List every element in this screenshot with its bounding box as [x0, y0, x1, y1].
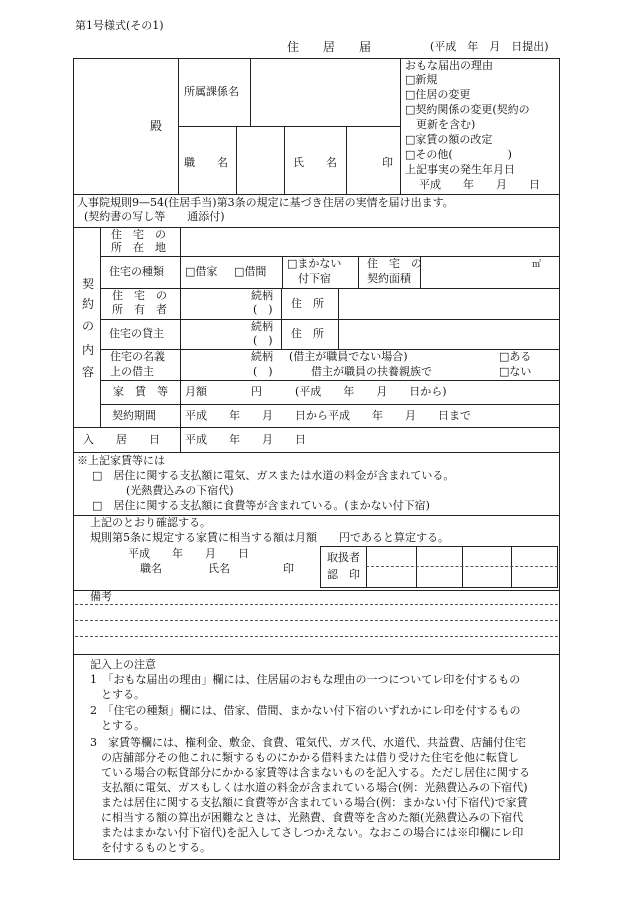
lender-address-label: 住 所 [291, 327, 324, 340]
remarks-input[interactable] [75, 605, 558, 653]
confirm-post: 職名 [140, 562, 162, 575]
owner-name-input[interactable] [182, 290, 248, 317]
occurrence-label: 上記事実の発生年月日 [405, 163, 515, 176]
post-input[interactable] [238, 130, 282, 190]
type-label: 住宅の種類 [109, 265, 164, 278]
lender-name-input[interactable] [182, 321, 248, 347]
owner-address-label: 住 所 [291, 297, 324, 310]
owner-label-2: 所 有 者 [112, 303, 167, 316]
seal-mark: 印 [382, 156, 393, 169]
dept-label: 所属課係名 [184, 85, 239, 98]
post-label: 職 名 [184, 156, 228, 169]
type-boarding-label: 付下宿 [298, 272, 331, 285]
addressee-suffix: 殿 [150, 119, 163, 133]
lender-label: 住宅の貸主 [109, 327, 164, 340]
rent-note-heading: ※上記家賃等には [77, 454, 165, 467]
confirm-line2: 規則第5条に規定する家賃に相当する額は月額 円であると算定する。 [90, 531, 449, 544]
note-line: またはまかない付下宿代)を記入してさしつかえない。なおこの場合には※印欄にレ印 [90, 826, 524, 839]
reason-new-checkbox[interactable]: □新規 [405, 73, 438, 86]
location-label-2: 所 在 地 [111, 241, 166, 254]
type-rent-checkbox[interactable]: □借家 [185, 265, 218, 278]
area-label-2: 契約面積 [367, 272, 411, 285]
reason-other-checkbox[interactable]: □その他( ) [405, 148, 512, 161]
note-line: に相当する額の算出が困難なときは、光熱費、食費等を含めた額(光熱費込みの下宿代 [90, 811, 524, 824]
reason-move-checkbox[interactable]: □住居の変更 [405, 88, 471, 101]
owner-label-1: 住 宅 の [112, 289, 167, 302]
owner-relation-label: 続柄 [251, 289, 273, 302]
form-number: 第1号様式(その1) [75, 19, 164, 32]
handler-stamp-2[interactable] [418, 548, 460, 586]
remarks-label: 備考 [90, 590, 112, 603]
move-in-date[interactable]: 平成 年 月 日 [185, 433, 306, 446]
nominal-label-1: 住宅の名義 [110, 350, 165, 363]
form-title: 住 居 届 [287, 40, 372, 54]
move-in-label: 入 居 日 [83, 433, 160, 446]
note-line: の店舗部分その他これに類するものにかかる借料または借り受けた住宅を他に転貸し [90, 751, 519, 764]
handler-label-2: 認 印 [327, 568, 360, 581]
handler-stamp-3[interactable] [464, 548, 509, 586]
nominal-relation-label: 続柄 [251, 350, 273, 363]
note-line: ている場合の転貸部分にかかる家賃等は含まないものを記入する。ただし居住に関する [90, 766, 530, 779]
name-label: 氏 名 [293, 156, 337, 169]
owner-relation-input[interactable]: ( ) [253, 303, 273, 316]
period-value[interactable]: 平成 年 月 日から平成 年 月 日まで [185, 409, 471, 422]
note-line: 3 家賃等欄には、権利金、敷金、食費、電気代、ガス代、水道代、共益費、店舗付住宅 [90, 736, 526, 749]
nominal-yes-checkbox[interactable]: □ある [499, 350, 532, 363]
note-line: または居住に関する支払額に食費等が含まれている場合(例：まかない付下宿代)で家賃 [90, 796, 528, 809]
nominal-note-2: 借主が職員の扶養親族で [311, 365, 432, 378]
nominal-relation-input[interactable]: ( ) [253, 365, 273, 378]
handler-stamp-4[interactable] [513, 548, 556, 586]
note-line: 2 「住宅の種類」欄には、借家、借間、まかない付下宿のいずれかにレ印を付するもの [90, 704, 521, 717]
period-label: 契約期間 [112, 409, 156, 422]
rent-label: 家 賃 等 [113, 385, 168, 398]
note-line: を付するものとする。 [90, 841, 211, 854]
location-input[interactable] [182, 229, 558, 255]
statement-line2: (契約書の写し等 通添付) [84, 210, 225, 223]
note-line: 支払額に電気、ガスもしくは水道の料金が含まれている場合(例：光熱費込みの下宿代) [90, 781, 528, 794]
area-unit: ㎡ [532, 260, 542, 270]
dept-input[interactable] [252, 70, 398, 120]
lender-relation-label: 続柄 [251, 320, 273, 333]
type-boarding-checkbox[interactable]: □まかない [287, 257, 342, 270]
confirm-seal: 印 [283, 562, 294, 575]
type-room-checkbox[interactable]: □借間 [234, 265, 267, 278]
note-line: 1 「おもな届出の理由」欄には、住居届のおもな理由の一つについてレ印を付するもの [90, 673, 521, 686]
reason-contract-checkbox[interactable]: □契約関係の変更(契約の [405, 103, 530, 116]
nominal-label-2: 上の借主 [110, 365, 154, 378]
owner-address-input[interactable] [340, 290, 558, 317]
area-input[interactable] [422, 258, 532, 286]
lender-relation-input[interactable]: ( ) [253, 334, 273, 347]
statement-line1: 人事院規則9—54(住居手当)第3条の規定に基づき住居の実情を届け出ます。 [77, 196, 454, 209]
confirm-date[interactable]: 平成 年 月 日 [128, 547, 249, 560]
nominal-note-1: (借主が職員でない場合) [289, 350, 408, 363]
note-line: とする。 [90, 719, 145, 732]
rent-note-utilities-checkbox[interactable]: □ 居住に関する支払額に電気、ガスまたは水道の料金が含まれている。 [92, 469, 455, 482]
location-label-1: 住 宅 の [111, 228, 166, 241]
handler-label-1: 取扱者 [327, 551, 360, 564]
reason-contract-cont: 更新を含む) [405, 118, 476, 131]
note-line: とする。 [90, 688, 145, 701]
reason-rent-checkbox[interactable]: □家賃の額の改定 [405, 133, 493, 146]
filing-date: (平成 年 月 日提出) [430, 40, 549, 53]
notes-heading: 記入上の注意 [90, 658, 156, 671]
lender-address-input[interactable] [340, 321, 558, 347]
rent-note-meals-checkbox[interactable]: □ 居住に関する支払額に食費等が含まれている。(まかない付下宿) [92, 499, 430, 512]
handler-stamp-1[interactable] [368, 548, 414, 586]
rent-value[interactable]: 月額 円 (平成 年 月 日から) [185, 385, 447, 398]
nominal-no-checkbox[interactable]: □ない [499, 365, 532, 378]
confirm-name: 氏名 [208, 562, 230, 575]
reasons-heading: おもな届出の理由 [405, 59, 493, 72]
rent-note-utilities-sub: (光熱費込みの下宿代) [126, 484, 234, 497]
confirm-line1: 上記のとおり確認する。 [90, 516, 211, 529]
occurrence-date[interactable]: 平成 年 月 日 [419, 178, 540, 191]
area-label-1: 住 宅 の [367, 257, 422, 270]
